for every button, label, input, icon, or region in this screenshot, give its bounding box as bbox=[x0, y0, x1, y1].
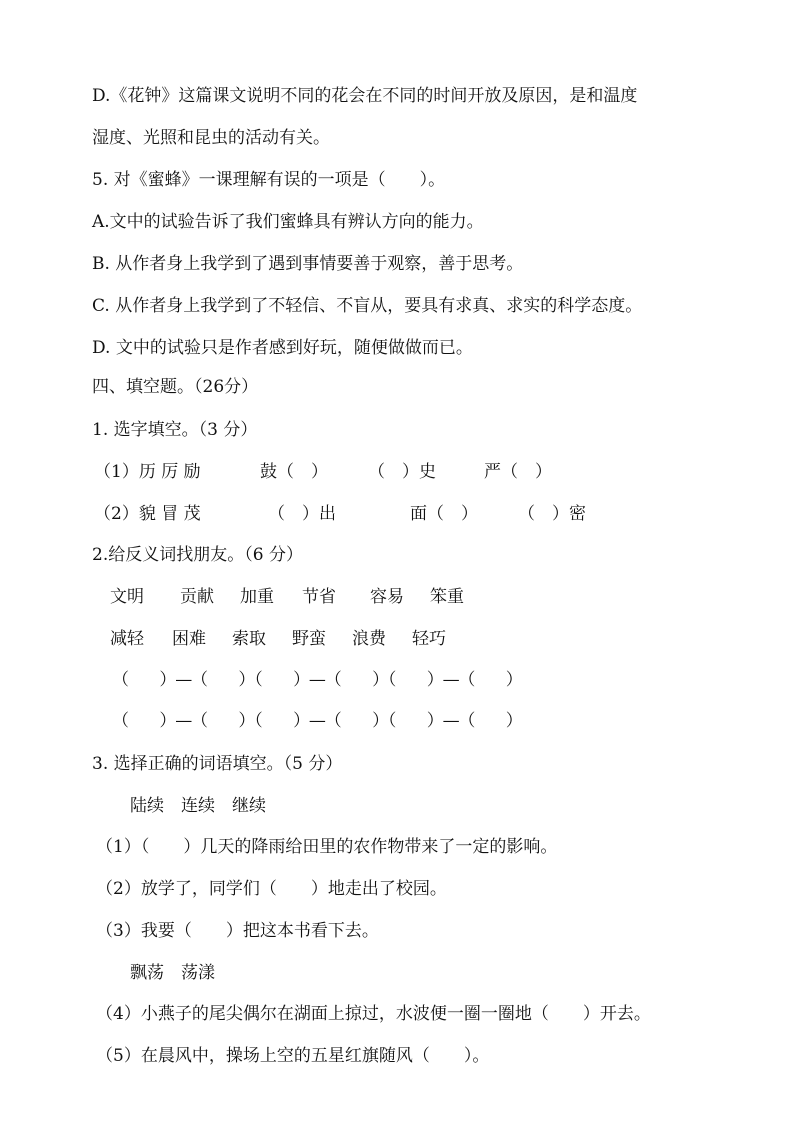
fill1-row1-blank3: 严（ ） bbox=[484, 462, 552, 482]
q5-option-a: A.文中的试验告诉了我们蜜蜂具有辨认方向的能力。 bbox=[92, 212, 484, 232]
fill3-sentence-1: （1）（ ）几天的降雨给田里的农作物带来了一定的影响。 bbox=[96, 837, 558, 857]
fill1-row2-chars: （2）貌 冒 茂 bbox=[94, 504, 201, 524]
fill2-word-a1: 文明 bbox=[110, 587, 144, 607]
q4-option-d-line2: 湿度、光照和昆虫的活动有关。 bbox=[92, 128, 330, 148]
fill1-row1-blank2: （ ）史 bbox=[368, 462, 436, 482]
fill1-stem: 1. 选字填空。（3 分） bbox=[92, 420, 258, 440]
fill2-word-a3: 加重 bbox=[240, 587, 274, 607]
fill2-word-b3: 索取 bbox=[232, 629, 266, 649]
fill2-word-b1: 减轻 bbox=[110, 629, 144, 649]
q5-option-c: C. 从作者身上我学到了不轻信、不盲从，要具有求真、求实的科学态度。 bbox=[92, 296, 643, 316]
fill3-sentence-5: （5）在晨风中，操场上空的五星红旗随风（ ）。 bbox=[96, 1046, 490, 1066]
fill3-word-group-2: 飘荡 荡漾 bbox=[130, 963, 215, 983]
fill3-stem: 3. 选择正确的词语填空。（5 分） bbox=[92, 754, 343, 774]
fill2-word-b2: 困难 bbox=[172, 629, 206, 649]
fill1-row2-blank1: （ ）出 bbox=[268, 504, 336, 524]
fill3-sentence-3: （3）我要（ ）把这本书看下去。 bbox=[96, 921, 379, 941]
fill1-row2-blank3: （ ）密 bbox=[518, 504, 586, 524]
fill1-row2-blank2: 面（ ） bbox=[410, 504, 478, 524]
fill2-pair-row-1: （ ）—（ ）（ ）—（ ）（ ）—（ ） bbox=[112, 670, 522, 690]
fill2-word-b4: 野蛮 bbox=[292, 629, 326, 649]
fill2-word-a2: 贡献 bbox=[180, 587, 214, 607]
q5-option-d: D. 文中的试验只是作者感到好玩，随便做做而已。 bbox=[92, 338, 473, 358]
q5-option-b: B. 从作者身上我学到了遇到事情要善于观察，善于思考。 bbox=[92, 254, 524, 274]
fill2-word-a6: 笨重 bbox=[430, 587, 464, 607]
fill2-word-b5: 浪费 bbox=[352, 629, 386, 649]
fill3-sentence-2: （2）放学了，同学们（ ）地走出了校园。 bbox=[96, 879, 447, 899]
fill2-stem: 2.给反义词找朋友。（6 分） bbox=[92, 545, 303, 565]
fill2-word-a5: 容易 bbox=[370, 587, 404, 607]
fill1-row1-chars: （1）历 厉 励 bbox=[94, 462, 201, 482]
fill3-word-group-1: 陆续 连续 继续 bbox=[130, 796, 266, 816]
fill2-pair-row-2: （ ）—（ ）（ ）—（ ）（ ）—（ ） bbox=[112, 711, 522, 731]
fill2-word-a4: 节省 bbox=[302, 587, 336, 607]
section-4-title: 四、填空题。（26分） bbox=[92, 377, 259, 397]
fill2-word-b6: 轻巧 bbox=[412, 629, 446, 649]
q4-option-d-line1: D.《花钟》这篇课文说明不同的花会在不同的时间开放及原因，是和温度 bbox=[92, 86, 638, 106]
fill1-row1-blank1: 鼓（ ） bbox=[260, 462, 328, 482]
q5-stem: 5. 对《蜜蜂》一课理解有误的一项是（ ）。 bbox=[92, 170, 446, 190]
fill3-sentence-4: （4）小燕子的尾尖偶尔在湖面上掠过，水波便一圈一圈地（ ）开去。 bbox=[96, 1004, 651, 1024]
